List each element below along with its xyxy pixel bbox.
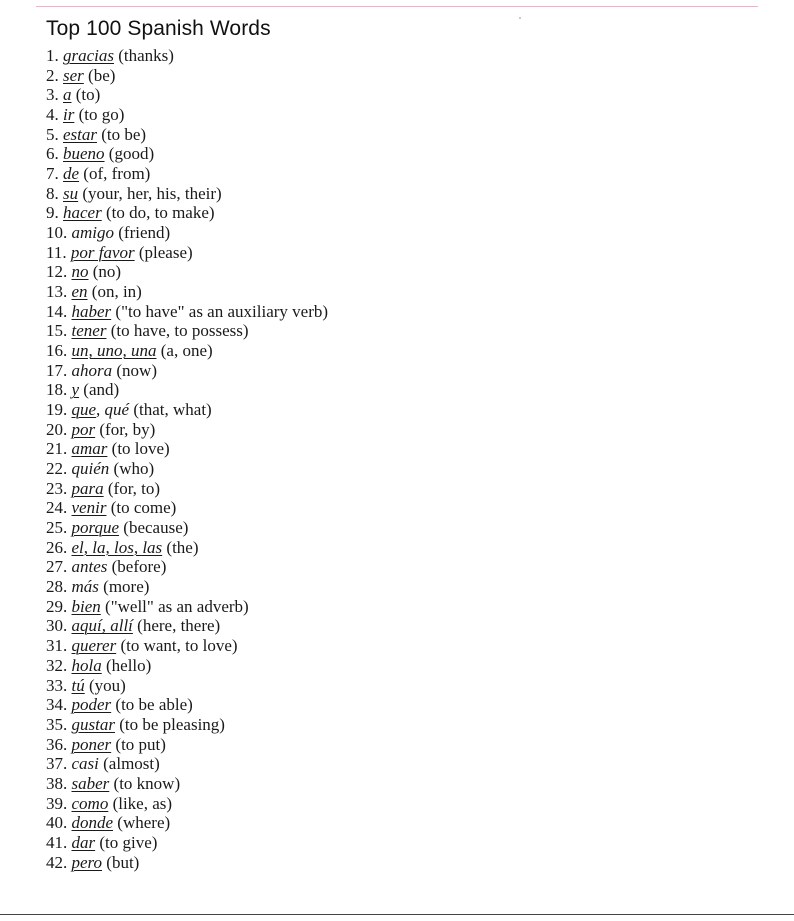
list-item [46,341,328,361]
english-translation: (here, there) [137,616,221,636]
item-number: 39. [46,793,68,813]
list-item [46,46,328,66]
item-number: 17. [46,360,68,380]
list-item [46,66,328,86]
english-translation: (because) [123,518,189,538]
item-number: 16. [46,341,68,361]
english-translation: (now) [116,360,157,380]
item-number: 20. [46,419,68,439]
spanish-word: porque [71,518,120,538]
list-item [46,302,328,322]
list-item [46,577,328,597]
english-translation: (who) [113,459,155,479]
spanish-word: para [71,478,104,498]
spanish-word: por favor [70,242,135,262]
spanish-word: saber [71,773,110,793]
list-item [46,597,328,617]
english-translation: (to love) [111,439,170,459]
item-number: 22. [46,459,68,479]
item-number: 26. [46,537,68,557]
spanish-word: bien [71,596,101,616]
spanish-word: venir [71,498,107,518]
list-item [46,833,328,853]
list-item [46,262,328,282]
spanish-word: en [71,282,88,302]
spanish-word: que [71,400,97,420]
spanish-word: estar [63,124,97,144]
item-number: 27. [46,557,68,577]
spanish-word: tú [71,675,85,695]
list-item [46,774,328,794]
english-translation: (to be) [101,124,147,144]
item-number: 3. [46,85,59,105]
list-item [46,184,328,204]
item-number: 8. [46,183,59,203]
spanish-word: donde [71,813,114,833]
list-item [46,361,328,381]
spanish-word: su [63,183,79,203]
spanish-word: casi [71,754,99,774]
item-number: 9. [46,203,59,223]
english-translation: (to be pleasing) [119,714,225,734]
english-translation: (of, from) [83,164,151,184]
list-item [46,459,328,479]
list-item [46,538,328,558]
item-number: 1. [46,46,59,65]
list-item [46,735,328,755]
list-item [46,203,328,223]
item-number: 40. [46,813,68,833]
item-number: 5. [46,124,59,144]
item-number: 2. [46,65,59,85]
item-number: 23. [46,478,68,498]
list-item [46,715,328,735]
list-item [46,754,328,774]
item-number: 10. [46,223,68,243]
spanish-word: gracias [63,46,114,65]
spanish-word: por [71,419,96,439]
english-translation: (that, what) [133,400,212,420]
item-number: 14. [46,301,68,321]
spanish-word: quién [71,459,110,479]
item-number: 11. [46,242,67,262]
english-translation: (the) [166,537,199,557]
list-item [46,380,328,400]
bottom-divider [0,914,794,915]
item-number: 42. [46,852,68,872]
english-translation: (to be able) [115,695,193,715]
item-number: 28. [46,577,68,597]
spanish-word-variant: , qué [96,400,130,420]
spanish-word: pero [71,852,103,872]
spanish-word: ahora [71,360,113,380]
item-number: 7. [46,164,59,184]
scan-speck [519,17,521,19]
spanish-word: haber [71,301,112,321]
item-number: 24. [46,498,68,518]
list-item [46,853,328,873]
english-translation: ("to have" as an auxiliary verb) [115,301,329,321]
spanish-word: bueno [63,144,105,164]
item-number: 30. [46,616,68,636]
english-translation: (no) [92,262,122,282]
list-item [46,400,328,420]
spanish-word: poner [71,734,112,754]
item-number: 19. [46,400,68,420]
english-translation: (more) [103,577,150,597]
english-translation: (a, one) [160,341,213,361]
item-number: 32. [46,655,68,675]
item-number: 31. [46,636,68,656]
english-translation: (like, as) [112,793,173,813]
english-translation: (good) [108,144,155,164]
item-number: 15. [46,321,68,341]
list-item [46,439,328,459]
english-translation: (to put) [115,734,166,754]
item-number: 35. [46,714,68,734]
english-translation: (where) [117,813,171,833]
item-number: 4. [46,105,59,125]
item-number: 38. [46,773,68,793]
list-item [46,85,328,105]
list-item [46,282,328,302]
list-item [46,794,328,814]
spanish-word: de [63,164,80,184]
english-translation: (your, her, his, their) [82,183,222,203]
list-item [46,676,328,696]
spanish-word: hola [71,655,102,675]
list-item [46,243,328,263]
list-item [46,616,328,636]
word-list [46,46,328,872]
english-translation: (you) [88,675,126,695]
list-item [46,420,328,440]
list-item [46,125,328,145]
item-number: 34. [46,695,68,715]
english-translation: (for, by) [99,419,156,439]
spanish-word: como [71,793,109,813]
spanish-word: aquí, allí [71,616,133,636]
english-translation: (to do, to make) [105,203,215,223]
list-item [46,656,328,676]
list-item [46,223,328,243]
page-title: Top 100 Spanish Words [46,17,271,40]
list-item [46,557,328,577]
item-number: 33. [46,675,68,695]
english-translation: (and) [83,380,120,400]
item-number: 41. [46,832,68,852]
spanish-word: ser [63,65,84,85]
item-number: 18. [46,380,68,400]
english-translation: (be) [88,65,116,85]
english-translation: (to come) [110,498,177,518]
list-item [46,164,328,184]
english-translation: (before) [111,557,167,577]
spanish-word: antes [71,557,108,577]
english-translation: (but) [106,852,140,872]
list-item [46,813,328,833]
spanish-word: poder [71,695,112,715]
item-number: 12. [46,262,68,282]
spanish-word: a [63,85,72,105]
english-translation: (to give) [99,832,158,852]
spanish-word: y [71,380,80,400]
spanish-word: gustar [71,714,115,734]
english-translation: (please) [138,242,193,262]
english-translation: (friend) [118,223,171,243]
spanish-word: más [71,577,99,597]
spanish-word: amigo [71,223,114,243]
list-item [46,636,328,656]
english-translation: (almost) [103,754,160,774]
english-translation: (hello) [105,655,152,675]
spanish-word: querer [71,636,117,656]
item-number: 36. [46,734,68,754]
spanish-word: hacer [63,203,102,223]
list-item [46,105,328,125]
list-item [46,518,328,538]
english-translation: (to want, to love) [120,636,238,656]
english-translation: (to) [75,85,101,105]
item-number: 6. [46,144,59,164]
item-number: 29. [46,596,68,616]
list-item [46,498,328,518]
list-item [46,479,328,499]
list-item [46,695,328,715]
english-translation: (to go) [78,105,125,125]
list-item [46,321,328,341]
english-translation: (to know) [113,773,181,793]
top-divider [36,6,758,7]
list-item [46,144,328,164]
spanish-word: amar [71,439,108,459]
item-number: 13. [46,282,68,302]
english-translation: (to have, to possess) [110,321,249,341]
spanish-word: tener [71,321,107,341]
english-translation: (on, in) [91,282,142,302]
spanish-word: el, la, los, las [71,537,163,557]
english-translation: (for, to) [107,478,161,498]
item-number: 37. [46,754,68,774]
item-number: 25. [46,518,68,538]
spanish-word: dar [71,832,96,852]
spanish-word: un, uno, una [71,341,157,361]
item-number: 21. [46,439,68,459]
english-translation: (thanks) [118,46,174,65]
spanish-word: ir [63,105,75,125]
spanish-word: no [71,262,89,282]
english-translation: ("well" as an adverb) [105,596,249,616]
